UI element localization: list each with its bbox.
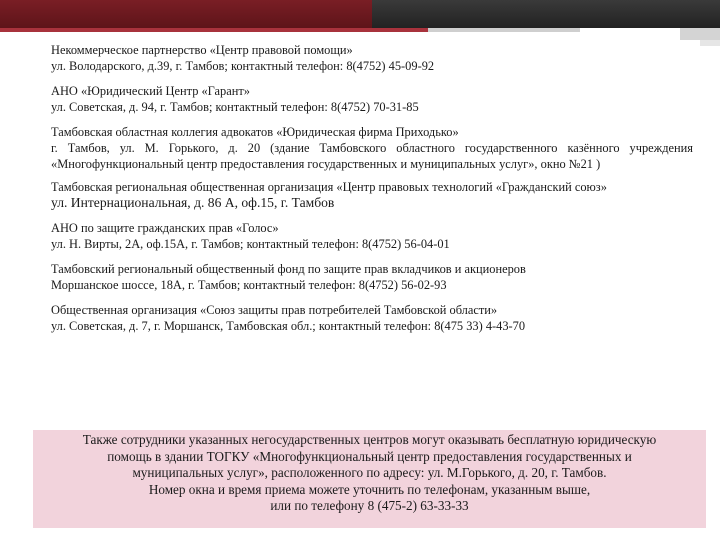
slide-header-bar — [0, 0, 720, 28]
organization-address: ул. Советская, д. 7, г. Моршанск, Тамбовская обл.; контактный телефон: 8(475 33) 4-43-70 — [51, 319, 526, 333]
organization-address: ул. Советская, д. 94, г. Тамбов; контактный телефон: 8(4752) 70-31-85 — [51, 100, 419, 114]
header-dark-band — [372, 0, 720, 28]
header-red-band — [0, 0, 372, 28]
organization-address: г. Тамбов, ул. М. Горького, д. 20 (здание Тамбовского областного государственного казённого учреждения «Многофункциональный центр предоставления государственных и муниципальных услуг», окно №21 ) — [51, 141, 693, 171]
organization-entry — [51, 42, 693, 74]
organization-list — [51, 42, 693, 343]
organization-entry — [51, 220, 693, 252]
organization-entry — [51, 179, 693, 211]
organization-name: АНО «Юридический Центр «Гарант» — [51, 84, 250, 98]
organization-address: ул. Н. Вирты, 2А, оф.15А, г. Тамбов; контактный телефон: 8(4752) 56-04-01 — [51, 237, 450, 251]
notice-line: или по телефону 8 (475-2) 63-33-33 — [270, 498, 469, 514]
organization-name: Тамбовская региональная общественная организация «Центр правовых технологий «Гражданский союз» — [51, 180, 607, 194]
corner-accent-small — [700, 40, 720, 46]
organization-name: Некоммерческое партнерство «Центр правовой помощи» — [51, 43, 353, 57]
organization-address: ул. Володарского, д.39, г. Тамбов; контактный телефон: 8(4752) 45-09-92 — [51, 59, 435, 73]
organization-address: ул. Интернациональная, д. 86 А, оф.15, г. Тамбов — [51, 195, 335, 210]
notice-line: помощь в здании ТОГКУ «Многофункциональный центр предоставления государственных и — [107, 448, 632, 464]
organization-entry — [51, 124, 693, 172]
organization-address: Моршанское шоссе, 18А, г. Тамбов; контактный телефон: 8(4752) 56-02-93 — [51, 278, 447, 292]
organization-name: Тамбовская областная коллегия адвокатов «Юридическая фирма Приходько» — [51, 125, 459, 139]
organization-name: АНО по защите гражданских прав «Голос» — [51, 221, 279, 235]
accent-stripe-red — [0, 28, 428, 32]
notice-line: Номер окна и время приема можете уточнить по телефонам, указанным выше, — [148, 481, 591, 497]
organization-name: Общественная организация «Союз защиты прав потребителей Тамбовской области» — [51, 303, 498, 317]
organization-entry — [51, 83, 693, 115]
accent-stripe-grey — [428, 28, 580, 32]
organization-entry — [51, 261, 693, 293]
notice-box — [33, 430, 706, 528]
notice-line: Также сотрудники указанных негосударственных центров могут оказывать бесплатную юридическую — [82, 432, 657, 447]
organization-entry — [51, 302, 693, 334]
organization-name: Тамбовский региональный общественный фонд по защите прав вкладчиков и акционеров — [51, 262, 526, 276]
notice-line: муниципальных услуг», расположенного по адресу: ул. М.Горького, д. 20, г. Тамбов. — [132, 465, 607, 481]
corner-accent — [680, 28, 720, 40]
